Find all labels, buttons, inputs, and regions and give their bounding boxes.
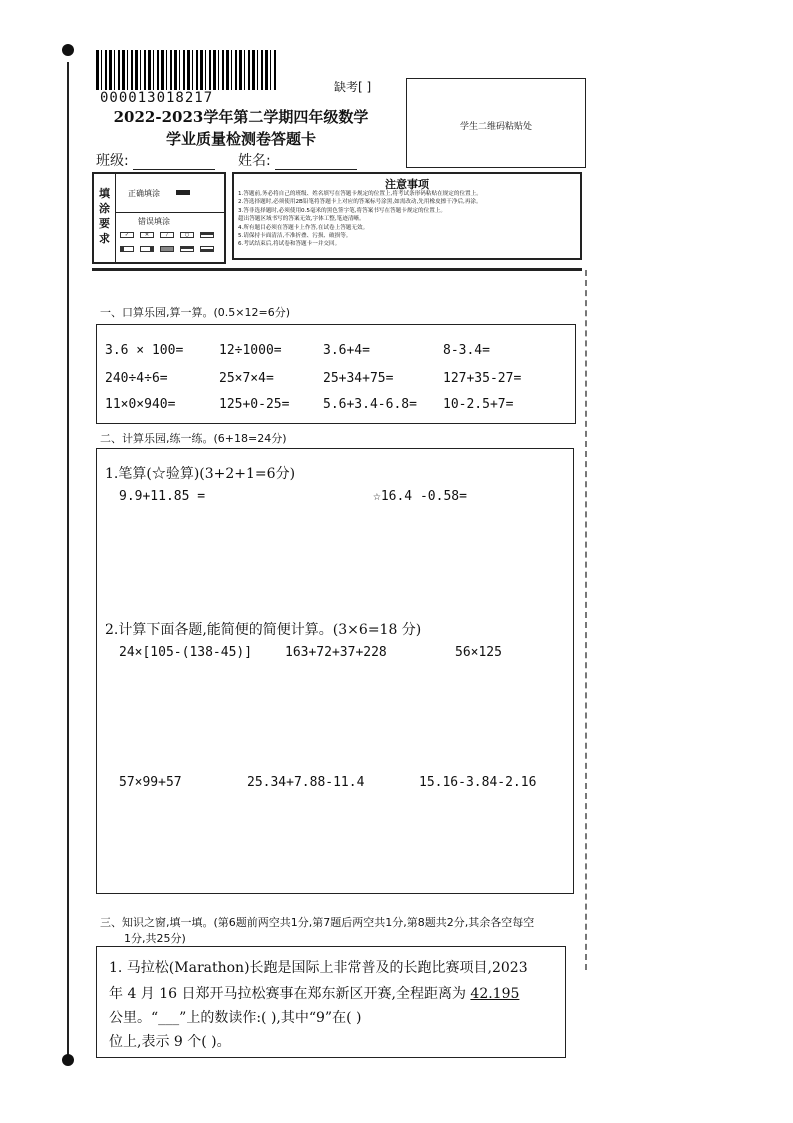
name-field[interactable]: [238, 150, 357, 170]
section2-answer-box[interactable]: [96, 448, 574, 894]
registration-dot-bottom: [62, 1054, 74, 1066]
note-item: 3.答非选择题时,必须使用0.5毫米的黑色签字笔,将答案书写在答题卡规定的位置上。: [238, 207, 446, 214]
wrong-mark-icon: [160, 246, 174, 252]
note-item: 6.考试结束后,将试卷和答题卡一并交回。: [238, 241, 341, 248]
fill-requirements-label: 填涂要求: [94, 174, 116, 262]
wrong-mark-icon: /: [160, 232, 174, 238]
oral-calc-item: 10-2.5+7=: [443, 397, 514, 412]
registration-dot-top: [62, 44, 74, 56]
simplify-calc-expr: 56×125: [455, 645, 502, 660]
oral-calc-item: 8-3.4=: [443, 343, 490, 358]
section2-q2-title: 2.计算下面各题,能简便的简便计算。(3×6=18 分): [105, 622, 422, 638]
wrong-fill-examples-row2: [120, 246, 214, 252]
wrong-mark-icon: ○: [180, 232, 194, 238]
wrong-fill-label: 错误填涂: [138, 217, 170, 226]
qr-sticker-area: [406, 78, 586, 168]
note-item: 5.请保持卡面清洁,不准折叠、污损、破损等。: [238, 233, 352, 240]
section3-q1-line4[interactable]: 位上,表示 9 个( )。: [109, 1034, 231, 1050]
oral-calc-item: 3.6+4=: [323, 343, 370, 358]
wrong-fill-area: [116, 212, 224, 262]
absent-checkbox-label[interactable]: 缺考[ ]: [334, 80, 372, 94]
oral-calc-item: 25×7×4=: [219, 371, 274, 386]
section3-answer-box[interactable]: [96, 946, 566, 1058]
section1-title: 一、口算乐园,算一算。(0.5×12=6分): [100, 306, 291, 319]
class-underline[interactable]: [133, 155, 215, 170]
class-label: 班级:: [96, 153, 129, 169]
sheet-title-line2: 学业质量检测卷答题卡: [165, 130, 316, 148]
oral-calc-item: 127+35-27=: [443, 371, 522, 386]
wrong-fill-examples-row1: [120, 232, 214, 238]
correct-fill-mark: [176, 190, 190, 195]
oral-calc-item: 25+34+75=: [323, 371, 394, 386]
section3-q1-line1: 1. 马拉松(Marathon)长跑是国际上非常普及的长跑比赛项目,2023: [109, 960, 528, 976]
wrong-mark-icon: [180, 246, 194, 252]
note-item: 超出答题区域书写的答案无效,字体工整,笔迹清晰。: [238, 216, 365, 223]
wrong-mark-icon: ✕: [140, 232, 154, 238]
code-number: 000013018217: [100, 90, 214, 106]
section1-answer-box[interactable]: [96, 324, 576, 424]
qr-sticker-label: 学生二维码粘贴处: [459, 122, 532, 132]
sheet-title-line1: 2022-2023学年第二学期四年级数学: [113, 108, 369, 126]
column-calc-expr: ☆16.4 -0.58=: [373, 489, 467, 504]
oral-calc-item: 3.6 × 100=: [105, 343, 184, 358]
section2-q1-title: 1.笔算(☆验算)(3+2+1=6分): [105, 466, 296, 482]
section3-title-line1: 三、知识之窗,填一填。(第6题前两空共1分,第7题后两空共1分,第8题共2分,其余各空每空: [100, 916, 535, 929]
oral-calc-item: 125+0-25=: [219, 397, 290, 412]
name-underline[interactable]: [275, 155, 357, 170]
barcode-image: [96, 50, 276, 90]
marathon-distance-number: 42.195: [470, 986, 520, 1002]
wrong-mark-icon: ✓: [120, 232, 134, 238]
notes-title: 注意事项: [385, 178, 429, 191]
fill-requirements-box: [92, 172, 226, 264]
correct-fill-area: [116, 174, 224, 213]
name-label: 姓名:: [238, 153, 271, 169]
section3-q1-line3[interactable]: 公里。“___”上的数读作:( ),其中“9”在( ): [109, 1010, 362, 1026]
oral-calc-item: 11×0×940=: [105, 397, 176, 412]
note-item: 4.所有题目必须在答题卡上作答,在试卷上答题无效。: [238, 224, 369, 231]
notes-box: [232, 172, 582, 260]
oral-calc-item: 12÷1000=: [219, 343, 282, 358]
binding-edge-line: [67, 62, 69, 1062]
simplify-calc-expr: 163+72+37+228: [285, 645, 387, 660]
section3-title-line2: 1分,共25分): [124, 932, 186, 945]
class-field[interactable]: [96, 150, 215, 170]
simplify-calc-expr: 24×[105-(138-45)]: [119, 645, 253, 660]
section2-title: 二、计算乐园,练一练。(6+18=24分): [100, 432, 287, 445]
simplify-calc-expr: 25.34+7.88-11.4: [247, 775, 365, 790]
header-divider: [92, 268, 582, 271]
margin-dashed-line: [585, 270, 587, 970]
notes-list: [238, 190, 576, 249]
wrong-mark-icon: [140, 246, 154, 252]
oral-calc-item: 240÷4÷6=: [105, 371, 168, 386]
wrong-mark-icon: [120, 246, 134, 252]
section3-q1-line2: [109, 981, 519, 1007]
wrong-mark-icon: [200, 232, 214, 238]
simplify-calc-expr: 15.16-3.84-2.16: [419, 775, 537, 790]
note-item: 2.答选择题时,必须使用2B铅笔将答题卡上对应的答案标号涂黑,如需改动,先用橡皮擦干净后,再涂。: [238, 199, 482, 206]
wrong-mark-icon: [200, 246, 214, 252]
simplify-calc-expr: 57×99+57: [119, 775, 182, 790]
section3-q1-line2-text: 年 4 月 16 日郑开马拉松赛事在郑东新区开赛,全程距离为: [109, 986, 471, 1002]
column-calc-expr: 9.9+11.85 =: [119, 489, 206, 504]
oral-calc-item: 5.6+3.4-6.8=: [323, 397, 417, 412]
correct-fill-label: 正确填涂: [128, 189, 160, 198]
note-item: 1.答题前,务必将自己的班级、姓名填写在答题卡规定的位置上,将考试条形码粘贴在规定的位置上。: [238, 191, 482, 197]
